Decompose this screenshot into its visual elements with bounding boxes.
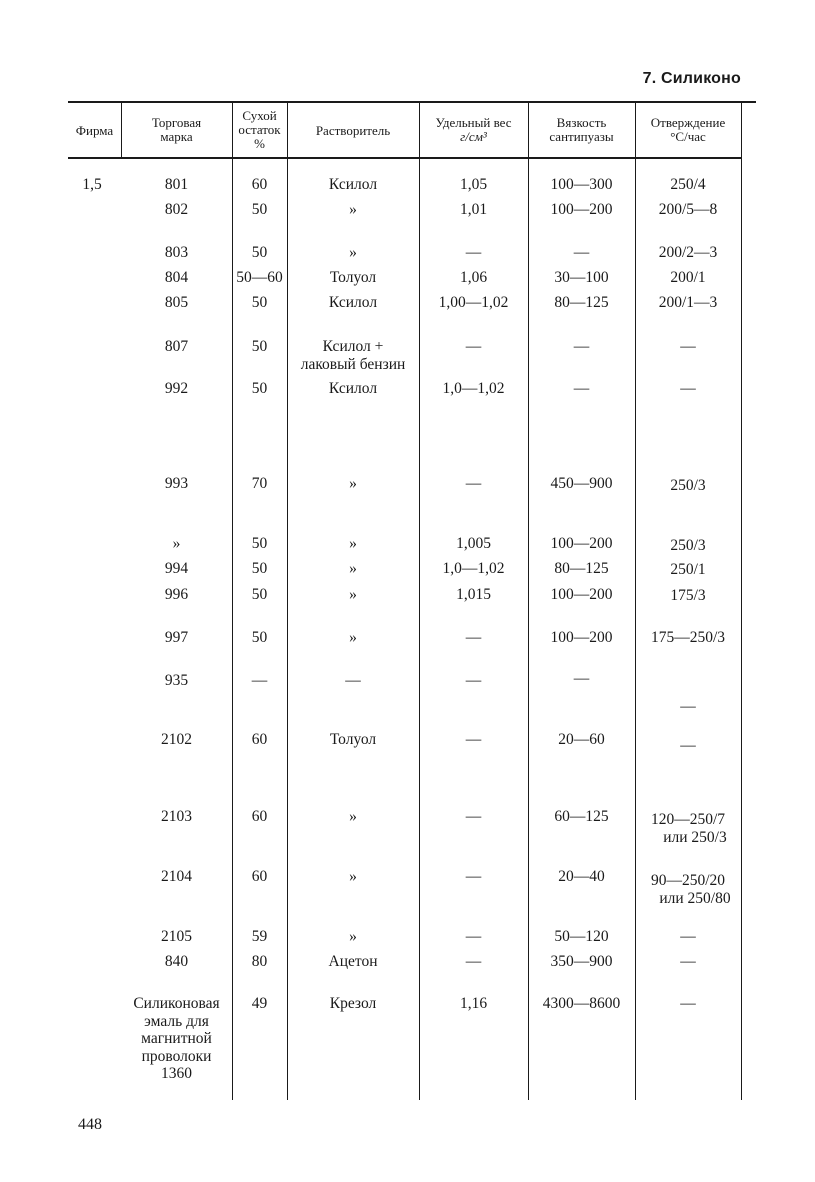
cell-solvent: Крезол xyxy=(329,995,377,1012)
cell-brand-line: 1360 xyxy=(161,1065,192,1082)
cell-curing: — xyxy=(680,995,696,1012)
cell-viscosity: 350—900 xyxy=(550,953,613,970)
cell-viscosity: 50—120 xyxy=(554,928,609,945)
header-density-line: Удельный вес xyxy=(435,115,512,130)
header-solvent-text: Растворитель xyxy=(315,123,391,138)
cell-density: — xyxy=(465,731,482,748)
cell-brand: » xyxy=(172,535,181,552)
cell-viscosity: 450—900 xyxy=(550,475,613,492)
cell-solvent: » xyxy=(349,475,357,492)
cell-curing: 200/1 xyxy=(670,269,706,286)
cell-firm: 1,5 xyxy=(82,176,102,193)
cell-viscosity: 80—125 xyxy=(554,294,609,311)
cell-solvent: » xyxy=(349,629,357,646)
cell-solvent-line: Ксилол + xyxy=(322,338,384,355)
cell-density: — xyxy=(465,928,482,945)
cell-brand-line: проволоки xyxy=(141,1047,212,1065)
table-header-rule xyxy=(68,157,742,159)
cell-density: — xyxy=(465,338,482,355)
header-brand-line: марка xyxy=(160,129,193,144)
cell-solvent: » xyxy=(349,560,357,577)
cell-solvent: » xyxy=(349,535,357,552)
header-dry-line: % xyxy=(254,136,265,151)
cell-density: 1,015 xyxy=(456,586,491,603)
cell-dry: 59 xyxy=(251,928,268,945)
cell-curing: — xyxy=(680,928,696,945)
header-firm-text: Фирма xyxy=(75,123,114,138)
cell-dry: 50 xyxy=(251,586,268,603)
cell-dry: 50 xyxy=(251,629,268,646)
cell-solvent: » xyxy=(349,808,357,825)
cell-dry: 60 xyxy=(251,176,268,193)
cell-curing: — xyxy=(680,380,696,397)
cell-viscosity: 100—200 xyxy=(550,535,613,552)
header-brand xyxy=(121,116,232,144)
cell-brand: 801 xyxy=(164,176,189,193)
column-rule xyxy=(741,103,742,1100)
cell-curing: 250/4 xyxy=(670,176,706,193)
cell-density: 1,00—1,02 xyxy=(438,294,509,311)
cell-viscosity: — xyxy=(573,338,590,355)
cell-dry: 50—60 xyxy=(236,269,283,286)
cell-density: 1,06 xyxy=(459,269,488,286)
cell-brand: 996 xyxy=(164,586,189,603)
table-top-rule xyxy=(68,101,756,103)
cell-brand-line: эмаль для xyxy=(144,1012,209,1030)
header-density-line: г/см³ xyxy=(460,129,487,144)
cell-brand: 994 xyxy=(164,560,189,577)
cell-solvent: » xyxy=(349,244,357,261)
cell-density: — xyxy=(465,475,482,492)
cell-dry: 80 xyxy=(251,953,268,970)
cell-dry: 49 xyxy=(251,995,268,1012)
cell-viscosity: 20—60 xyxy=(558,731,605,748)
cell-curing: 175—250/3 xyxy=(650,629,726,646)
cell-curing xyxy=(635,872,741,907)
cell-solvent: Ксилол xyxy=(328,176,378,193)
cell-dry: 50 xyxy=(251,560,268,577)
cell-brand xyxy=(121,995,232,1083)
cell-dry: 50 xyxy=(251,294,268,311)
cell-viscosity: 20—40 xyxy=(558,868,605,885)
cell-density: — xyxy=(465,629,482,646)
cell-solvent-line: лаковый бензин xyxy=(300,355,406,373)
cell-density: 1,01 xyxy=(459,201,488,218)
cell-curing: — xyxy=(680,953,696,970)
cell-density: 1,005 xyxy=(456,535,491,552)
cell-solvent: » xyxy=(349,586,357,603)
cell-dry: 50 xyxy=(251,380,268,397)
cell-density: 1,05 xyxy=(459,176,488,193)
cell-dry: 60 xyxy=(251,808,268,825)
header-brand-line: Торговая xyxy=(151,115,202,130)
cell-density: 1,16 xyxy=(459,995,488,1012)
cell-dry: — xyxy=(251,672,268,689)
cell-curing: 200/5—8 xyxy=(658,201,718,218)
cell-brand-line: Силиконовая xyxy=(133,995,220,1012)
cell-solvent xyxy=(287,338,419,373)
cell-brand-line: магнитной xyxy=(141,1030,212,1047)
cell-curing-line: 120—250/7 xyxy=(650,811,726,828)
cell-dry: 60 xyxy=(251,868,268,885)
cell-brand: 2102 xyxy=(161,731,192,748)
cell-viscosity: 4300—8600 xyxy=(542,995,621,1012)
header-solvent xyxy=(287,124,419,138)
cell-density: 1,0—1,02 xyxy=(442,560,505,577)
cell-viscosity: 30—100 xyxy=(554,269,609,286)
cell-solvent: Ксилол xyxy=(328,380,378,397)
cell-curing: 175/3 xyxy=(670,587,706,604)
cell-brand: 992 xyxy=(164,380,189,397)
header-dry-residue xyxy=(232,109,287,151)
cell-solvent: » xyxy=(349,928,357,945)
cell-curing-line: или 250/3 xyxy=(663,828,727,846)
cell-viscosity: — xyxy=(573,380,590,397)
cell-brand: 805 xyxy=(164,294,189,311)
cell-solvent: Толуол xyxy=(329,269,377,286)
cell-viscosity: 80—125 xyxy=(554,560,609,577)
cell-dry: 70 xyxy=(251,475,268,492)
header-dry-line: Сухой xyxy=(242,108,277,123)
cell-curing: 250/1 xyxy=(670,561,706,578)
cell-curing: — xyxy=(680,698,696,715)
cell-solvent: » xyxy=(349,201,357,218)
cell-dry: 50 xyxy=(251,244,268,261)
cell-viscosity: 100—200 xyxy=(550,201,613,218)
header-viscosity-line: Вязкость xyxy=(556,115,607,130)
cell-density: — xyxy=(465,808,482,825)
cell-dry: 50 xyxy=(251,338,268,355)
header-dry-line: остаток xyxy=(238,122,281,137)
header-curing xyxy=(635,116,741,144)
page-number: 448 xyxy=(78,1116,102,1133)
running-head: 7. Силиконо xyxy=(642,70,741,87)
cell-curing: 250/3 xyxy=(670,477,706,494)
header-viscosity-line: сантипуазы xyxy=(549,129,614,144)
cell-dry: 50 xyxy=(251,201,268,218)
cell-curing: — xyxy=(680,737,696,754)
cell-brand: 2103 xyxy=(161,808,192,825)
cell-viscosity: 60—125 xyxy=(554,808,609,825)
cell-brand: 993 xyxy=(164,475,189,492)
cell-solvent: Ацетон xyxy=(328,953,378,970)
cell-dry: 50 xyxy=(251,535,268,552)
cell-curing: — xyxy=(680,338,696,355)
cell-curing xyxy=(635,811,741,846)
cell-viscosity: 100—200 xyxy=(550,629,613,646)
cell-brand: 935 xyxy=(164,672,189,689)
cell-brand: 807 xyxy=(164,338,189,355)
cell-dry: 60 xyxy=(251,731,268,748)
cell-brand: 2104 xyxy=(161,868,192,885)
cell-density: — xyxy=(465,672,482,689)
cell-curing: 200/1—3 xyxy=(658,294,718,311)
cell-viscosity: 100—200 xyxy=(550,586,613,603)
header-density xyxy=(419,116,528,144)
header-firm xyxy=(68,124,121,138)
cell-curing-line: или 250/80 xyxy=(659,889,731,907)
cell-viscosity: — xyxy=(573,670,590,687)
cell-curing-line: 90—250/20 xyxy=(650,872,726,889)
cell-brand: 802 xyxy=(164,201,189,218)
cell-density: — xyxy=(465,244,482,261)
cell-viscosity: 100—300 xyxy=(550,176,613,193)
cell-curing: 200/2—3 xyxy=(658,244,718,261)
cell-brand: 804 xyxy=(164,269,189,286)
cell-brand: 840 xyxy=(164,953,189,970)
cell-viscosity: — xyxy=(573,244,590,261)
cell-solvent: Толуол xyxy=(329,731,377,748)
header-viscosity xyxy=(528,116,635,144)
cell-brand: 997 xyxy=(164,629,189,646)
cell-solvent: — xyxy=(345,672,361,689)
cell-density: — xyxy=(465,953,482,970)
header-curing-line: °С/час xyxy=(670,129,706,144)
cell-curing: 250/3 xyxy=(670,537,706,554)
cell-solvent: Ксилол xyxy=(328,294,378,311)
cell-density: — xyxy=(465,868,482,885)
cell-density: 1,0—1,02 xyxy=(442,380,505,397)
cell-solvent: » xyxy=(349,868,357,885)
header-curing-line: Отверждение xyxy=(650,115,726,130)
cell-brand: 803 xyxy=(164,244,189,261)
cell-brand: 2105 xyxy=(161,928,192,945)
